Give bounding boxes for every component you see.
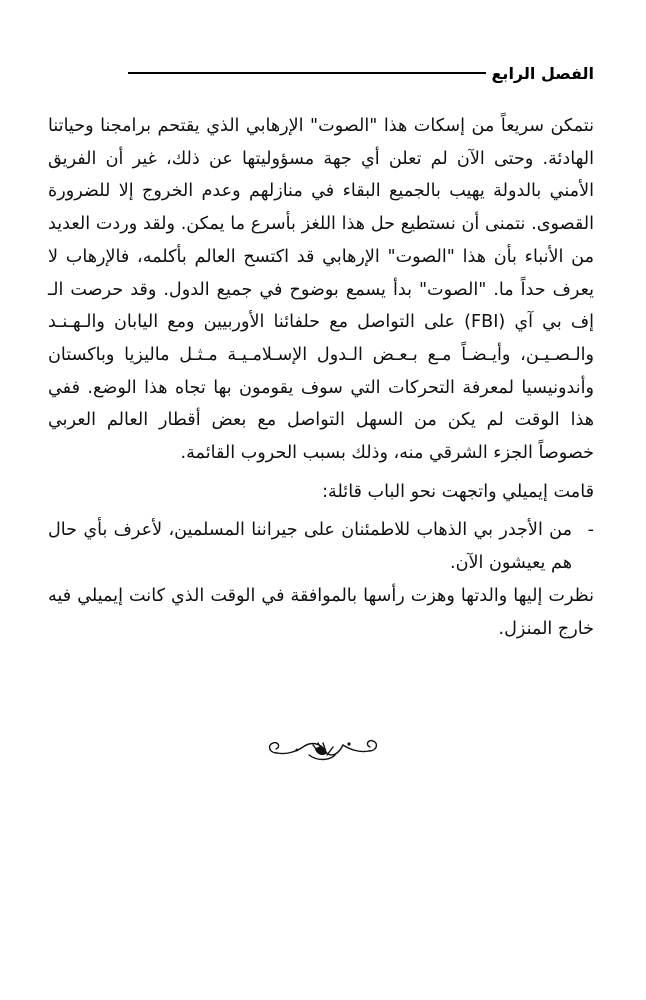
- dialogue-line: [48, 514, 594, 579]
- header-rule: [128, 72, 486, 74]
- body-text: [48, 110, 594, 645]
- floral-ornament-icon: [263, 733, 383, 767]
- dialogue-dash: -: [587, 520, 594, 541]
- paragraph-narration: قامت إيميلي واتجهت نحو الباب قائلة:: [322, 481, 594, 502]
- dialogue-text: من الأجدر بي الذهاب للاطمئنان على جيراننا المسلمين، لأعرف بأي حال هم يعيشون الآن.: [48, 520, 572, 574]
- paragraph-closing: نظرت إليها والدتها وهزت رأسها بالموافقة في الوقت الذي كانت إيميلي فيه خارج المنزل.: [48, 585, 594, 639]
- paragraph-main: نتمكن سريعاً من إسكات هذا "الصوت" الإرهابي الذي يقتحم برامجنا وحياتنا الهادئة. وحتى الآن لم تعلن أي جهة مسؤوليتها عن ذلك، غير أن الفريق الأمني بالدولة يهيب بالجميع البقاء في منازلهم وعدم الخروج إلا للضرورة القصوى. نتمنى أن نستطيع حل هذا اللغز بأسرع ما يمكن. ولقد وردت العديد من الأنباء بأن هذا "الصوت" الإرهابي قد اكتسح العالم بأكلمه، فالإرهاب لا يعرف حداً ما. "الصوت" بدأ يسمع بوضوح في جميع الدول. وقد حرصت الـ إف بي آي (FBI) على التواصل مع حلفائنا الأوربيين ومع اليابان والـهـنـد والـصـيـن، وأيـضـاً مـع بـعـض الـدول الإسـلامـيـة مـثـل ماليزيا وباكستان وأندونيسيا لمعرفة التحركات التي سوف يقومون بها تجاه هذا الوضع. ففي هذا الوقت لم يكن من السهل التواصل مع بعض أقطار العالم العربي خصوصاً الجزء الشرقي منه، وذلك بسبب الحروب القائمة.: [48, 116, 594, 464]
- chapter-title: الفصل الرابع: [491, 63, 594, 83]
- running-header: [128, 58, 594, 88]
